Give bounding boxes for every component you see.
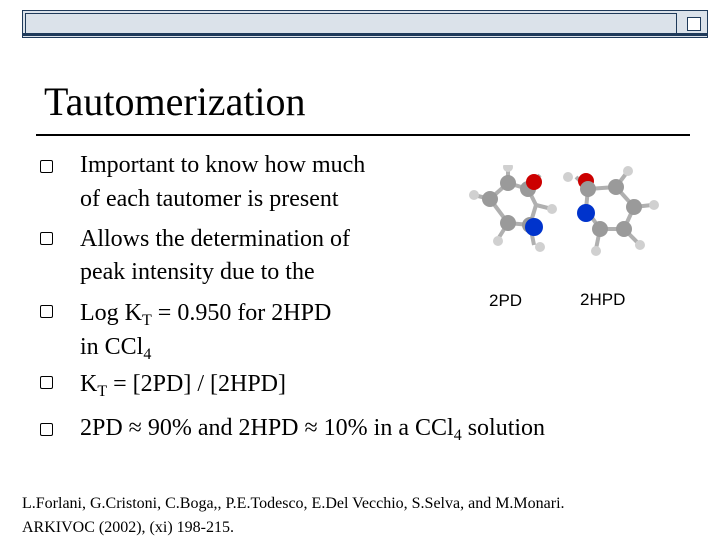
banner-rule — [23, 33, 707, 36]
molecule-image-background — [440, 165, 678, 275]
slide-title: Tautomerization — [44, 79, 306, 124]
banner-inner-frame — [25, 13, 677, 35]
reference-line-1: L.Forlani, G.Cristoni, C.Boga,, P.E.Todesco, E.Del Vecchio, S.Selva, and M.Monari. — [22, 495, 565, 512]
bullet-3-line-2: in CCl$_4$ — [80, 334, 152, 363]
bullet-2-line-1: Allows the determination of — [80, 226, 350, 252]
molecule-label-2hpd: 2HPD — [580, 290, 626, 309]
bullet-3-line-1: Log $K_T = 0.950$ for 2HPD — [80, 300, 332, 329]
bullet-marker-icon — [40, 373, 58, 389]
bullet-marker-icon — [40, 229, 58, 245]
bullet-2-line-2: peak intensity due to the — [80, 259, 315, 285]
reference-line-2: ARKIVOC (2002), (xi) 198-215. — [22, 519, 234, 536]
tautomer-molecules-image — [440, 165, 678, 275]
bullet-marker-icon — [40, 420, 58, 436]
bullet-marker-icon — [40, 157, 58, 173]
bullet-marker-icon — [40, 302, 58, 318]
top-banner — [22, 10, 708, 38]
reference-citation — [22, 492, 565, 540]
banner-square-icon — [687, 17, 701, 31]
bullet-5-line-1: 2PD ≈ 90% and 2HPD ≈ 10% in a CCl$_4$ solution — [80, 415, 546, 444]
bullet-1-line-1: Important to know how much — [80, 152, 366, 178]
molecule-label-2pd: 2PD — [489, 291, 523, 310]
title-divider — [36, 134, 690, 136]
bullet-4-line-1: $K_T = [2PD] / [2HPD]$ — [80, 371, 286, 400]
bullet-1-line-2: of each tautomer is present — [80, 186, 339, 212]
